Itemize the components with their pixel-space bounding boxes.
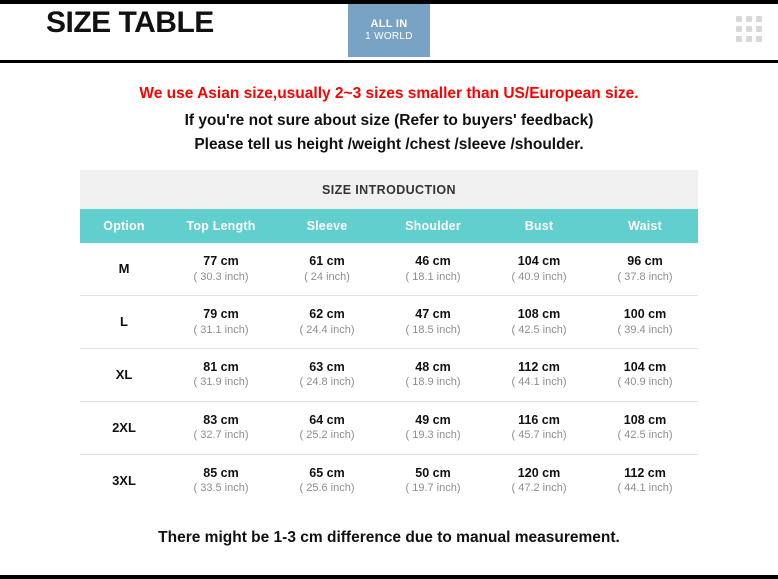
brand-badge xyxy=(348,4,430,57)
option-label: L xyxy=(120,314,128,330)
cell-waist xyxy=(592,295,698,348)
page-header xyxy=(0,4,778,63)
cell-option xyxy=(80,243,168,295)
cell-waist xyxy=(592,348,698,401)
value-cm: 112 cm xyxy=(518,359,560,374)
value-cm: 83 cm xyxy=(203,412,239,427)
value-inch: ( 47.2 inch) xyxy=(511,482,567,495)
value-inch: ( 24.8 inch) xyxy=(299,376,355,389)
value-cm: 108 cm xyxy=(623,412,667,427)
notice-line-measurements: Please tell us height /weight /chest /sleeve /shoulder. xyxy=(194,136,584,153)
value-inch: ( 31.1 inch) xyxy=(193,323,249,336)
cell-top-length xyxy=(168,401,274,454)
cell-bust xyxy=(486,243,592,295)
column-header-bust: Bust xyxy=(486,209,592,243)
cell-bust xyxy=(486,348,592,401)
value-inch: ( 25.2 inch) xyxy=(299,429,355,442)
value-inch: ( 42.5 inch) xyxy=(617,429,673,442)
value-inch: ( 25.6 inch) xyxy=(299,482,355,495)
value-inch: ( 44.1 inch) xyxy=(617,482,673,495)
value-inch: ( 24 inch) xyxy=(304,270,350,283)
grid-dot xyxy=(756,16,762,22)
cell-option xyxy=(80,454,168,506)
size-table-body xyxy=(80,243,698,507)
value-cm: 112 cm xyxy=(624,465,666,480)
grid-dot xyxy=(746,26,752,32)
cell-sleeve xyxy=(274,295,380,348)
value-cm: 65 cm xyxy=(309,465,345,480)
grid-dots-icon xyxy=(734,14,764,44)
cell-waist xyxy=(592,454,698,506)
value-inch: ( 40.9 inch) xyxy=(511,270,567,283)
grid-dot xyxy=(736,36,742,42)
value-cm: 81 cm xyxy=(203,359,239,374)
grid-dot xyxy=(756,26,762,32)
size-table xyxy=(80,170,698,507)
grid-dot xyxy=(736,16,742,22)
value-inch: ( 45.7 inch) xyxy=(511,429,567,442)
option-label: 3XL xyxy=(112,473,136,489)
cell-shoulder xyxy=(380,348,486,401)
value-inch: ( 31.9 inch) xyxy=(193,376,249,389)
cell-sleeve xyxy=(274,348,380,401)
cell-option xyxy=(80,295,168,348)
notice-line-feedback: If you're not sure about size (Refer to buyers' feedback) xyxy=(184,112,594,129)
cell-sleeve xyxy=(274,243,380,295)
value-cm: 85 cm xyxy=(203,465,239,480)
value-cm: 50 cm xyxy=(415,465,451,480)
cell-bust xyxy=(486,295,592,348)
cell-waist xyxy=(592,243,698,295)
value-inch: ( 40.9 inch) xyxy=(617,376,673,389)
grid-dot xyxy=(756,36,762,42)
value-cm: 104 cm xyxy=(623,359,667,374)
size-table-head xyxy=(80,209,698,243)
value-cm: 79 cm xyxy=(203,306,239,321)
cell-option xyxy=(80,401,168,454)
size-table-wrap xyxy=(80,170,698,507)
value-inch: ( 39.4 inch) xyxy=(617,323,673,336)
value-cm: 47 cm xyxy=(415,306,451,321)
table-row xyxy=(80,401,698,454)
value-inch: ( 42.5 inch) xyxy=(511,323,567,336)
brand-badge-line1: ALL IN xyxy=(370,18,408,31)
column-header-option: Option xyxy=(80,209,168,243)
grid-dot xyxy=(736,26,742,32)
cell-sleeve xyxy=(274,401,380,454)
grid-dot xyxy=(746,36,752,42)
value-inch: ( 32.7 inch) xyxy=(193,429,249,442)
cell-top-length xyxy=(168,295,274,348)
value-inch: ( 19.3 inch) xyxy=(405,429,461,442)
value-cm: 104 cm xyxy=(517,254,561,268)
measurement-disclaimer: There might be 1-3 cm difference due to manual measurement. xyxy=(158,528,620,546)
value-inch: ( 30.3 inch) xyxy=(193,270,249,283)
cell-option xyxy=(80,348,168,401)
cell-top-length xyxy=(168,454,274,506)
cell-waist xyxy=(592,401,698,454)
cell-sleeve xyxy=(274,454,380,506)
value-inch: ( 18.5 inch) xyxy=(405,323,461,336)
table-row xyxy=(80,454,698,506)
option-label: 2XL xyxy=(112,420,136,436)
value-inch: ( 37.8 inch) xyxy=(617,270,673,283)
cell-bust xyxy=(486,401,592,454)
value-inch: ( 44.1 inch) xyxy=(511,376,567,389)
value-cm: 120 cm xyxy=(517,465,561,480)
value-inch: ( 24.4 inch) xyxy=(299,323,355,336)
value-cm: 116 cm xyxy=(518,412,560,427)
option-label: XL xyxy=(115,367,133,383)
column-header-shoulder: Shoulder xyxy=(380,209,486,243)
value-cm: 63 cm xyxy=(309,359,345,374)
cell-shoulder xyxy=(380,295,486,348)
size-notice xyxy=(0,63,778,154)
value-cm: 61 cm xyxy=(309,254,345,268)
cell-shoulder xyxy=(380,401,486,454)
value-cm: 48 cm xyxy=(415,359,451,374)
brand-badge-line2: 1 WORLD xyxy=(365,31,413,43)
option-label: M xyxy=(118,261,130,277)
value-cm: 96 cm xyxy=(627,254,663,268)
column-header-waist: Waist xyxy=(592,209,698,243)
value-inch: ( 33.5 inch) xyxy=(193,482,249,495)
table-row xyxy=(80,243,698,295)
cell-shoulder xyxy=(380,243,486,295)
table-row xyxy=(80,295,698,348)
table-header-row xyxy=(80,209,698,243)
value-inch: ( 19.7 inch) xyxy=(405,482,461,495)
cell-top-length xyxy=(168,348,274,401)
value-cm: 46 cm xyxy=(415,254,451,268)
value-cm: 64 cm xyxy=(309,412,345,427)
size-table-caption: SIZE INTRODUCTION xyxy=(80,170,698,209)
notice-line-asian-size: We use Asian size,usually 2~3 sizes smaller than US/European size. xyxy=(139,85,639,102)
value-cm: 100 cm xyxy=(623,306,667,321)
table-row xyxy=(80,348,698,401)
value-cm: 49 cm xyxy=(415,412,451,427)
column-header-top-length: Top Length xyxy=(168,209,274,243)
cell-bust xyxy=(486,454,592,506)
grid-dot xyxy=(746,16,752,22)
cell-top-length xyxy=(168,243,274,295)
value-inch: ( 18.1 inch) xyxy=(405,270,461,283)
column-header-sleeve: Sleeve xyxy=(274,209,380,243)
value-cm: 62 cm xyxy=(309,306,345,321)
page-title: SIZE TABLE xyxy=(46,6,214,39)
value-cm: 77 cm xyxy=(203,254,239,268)
value-inch: ( 18.9 inch) xyxy=(405,376,461,389)
cell-shoulder xyxy=(380,454,486,506)
value-cm: 108 cm xyxy=(517,306,561,321)
